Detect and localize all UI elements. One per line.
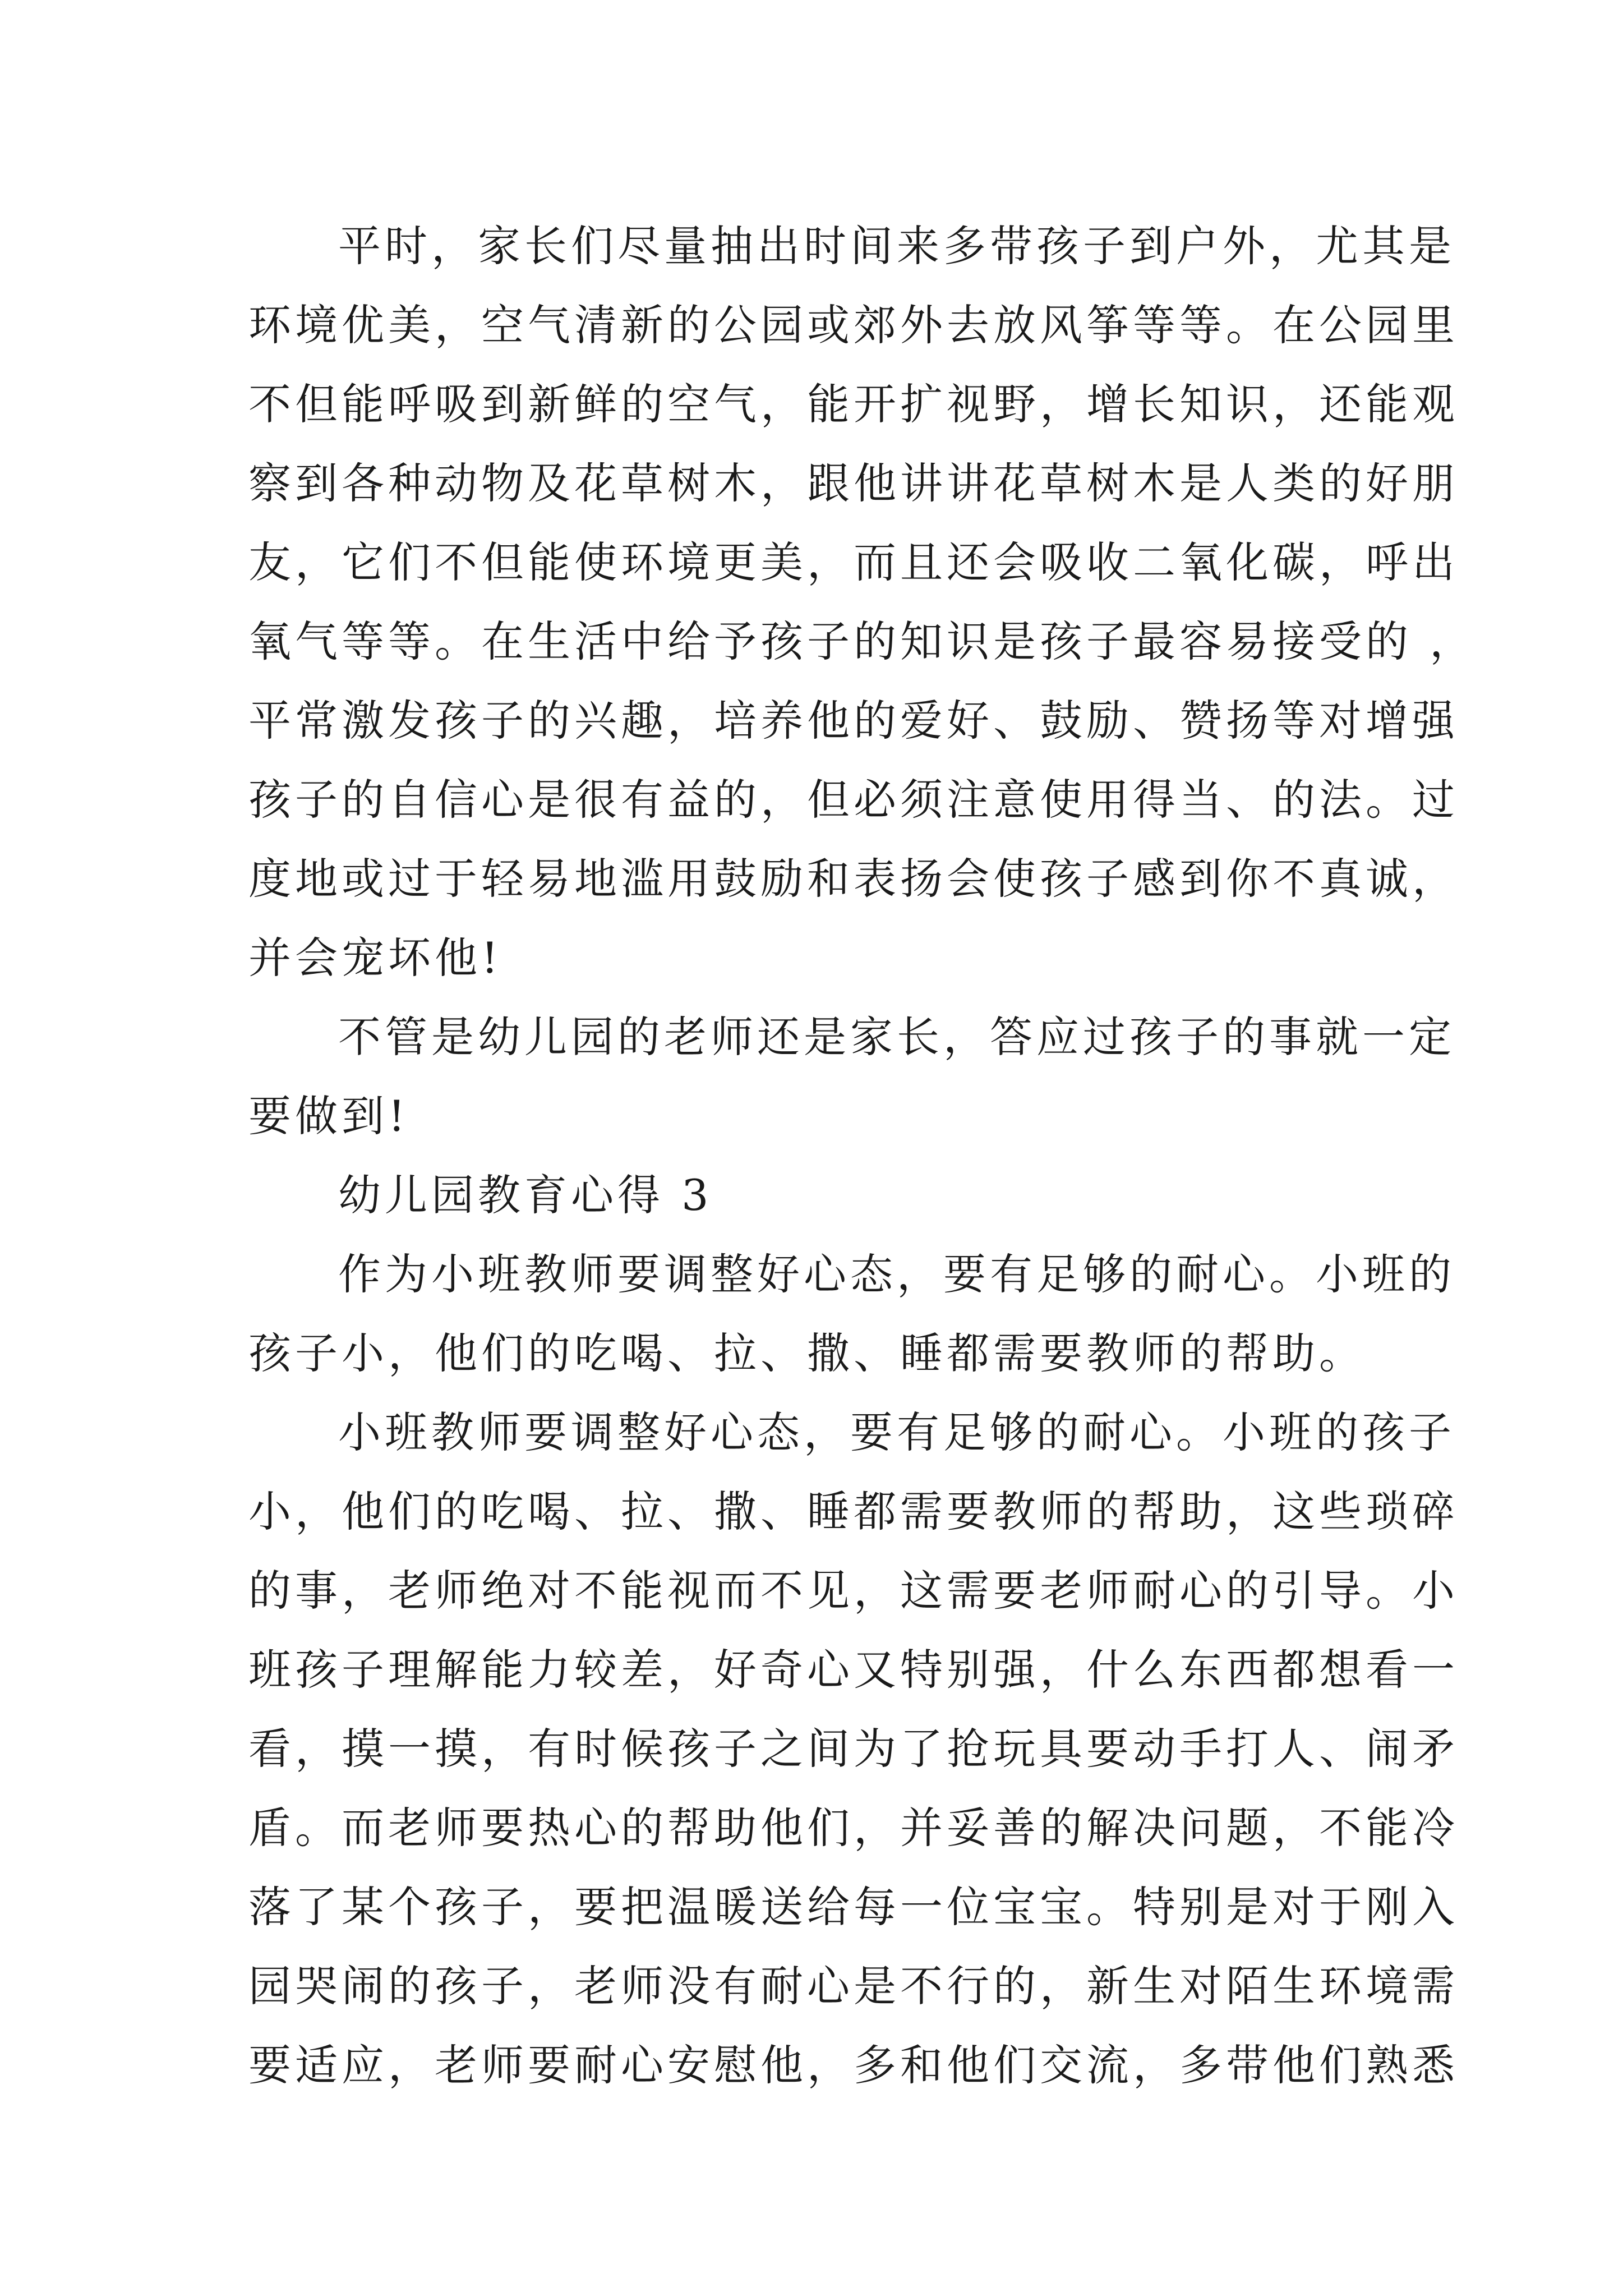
section-heading: 幼儿园教育心得 3	[338, 1170, 713, 1220]
paragraph-line: 看，摸一摸，有时候孩子之间为了抢玩具要动手打人、闹矛	[248, 1724, 1459, 1774]
paragraph-line: 班孩子理解能力较差，好奇心又特别强，什么东西都想看一	[248, 1645, 1459, 1695]
paragraph-line: 平时，家长们尽量抽出时间来多带孩子到户外，尤其是	[338, 221, 1455, 271]
paragraph-line: 度地或过于轻易地滥用鼓励和表扬会使孩子感到你不真诚，	[248, 854, 1459, 904]
paragraph-line: 环境优美，空气清新的公园或郊外去放风筝等等。在公园里	[248, 300, 1459, 350]
paragraph-line: 要适应，老师要耐心安慰他，多和他们交流，多带他们熟悉	[248, 2040, 1459, 2090]
paragraph-line: 小班教师要调整好心态，要有足够的耐心。小班的孩子	[338, 1407, 1455, 1457]
paragraph-line: 孩子的自信心是很有益的，但必须注意使用得当、的法。过	[248, 775, 1459, 825]
paragraph-line: 并会宠坏他!	[248, 933, 502, 983]
paragraph-line: 盾。而老师要热心的帮助他们，并妥善的解决问题，不能冷	[248, 1803, 1459, 1853]
paragraph-line: 要做到!	[248, 1091, 409, 1141]
document-body	[248, 206, 1477, 2105]
paragraph-line: 小，他们的吃喝、拉、撒、睡都需要教师的帮助，这些琐碎	[248, 1487, 1459, 1536]
paragraph-line: 友，它们不但能使环境更美，而且还会吸收二氧化碳，呼出	[248, 537, 1459, 587]
paragraph-line: 园哭闹的孩子，老师没有耐心是不行的，新生对陌生环境需	[248, 1961, 1459, 2011]
paragraph-line: 孩子小，他们的吃喝、拉、撒、睡都需要教师的帮助。	[248, 1328, 1366, 1378]
paragraph-line: 平常激发孩子的兴趣，培养他的爱好、鼓励、赞扬等对增强	[248, 696, 1459, 746]
paragraph-line: 氧气等等。在生活中给予孩子的知识是孩子最容易接受的 ，	[248, 616, 1477, 666]
paragraph-line: 不管是幼儿园的老师还是家长，答应过孩子的事就一定	[338, 1012, 1455, 1062]
paragraph-line: 落了某个孩子，要把温暖送给每一位宝宝。特别是对于刚入	[248, 1882, 1459, 1932]
paragraph-line: 的事，老师绝对不能视而不见，这需要老师耐心的引导。小	[248, 1566, 1459, 1616]
paragraph-line: 察到各种动物及花草树木，跟他讲讲花草树木是人类的好朋	[248, 458, 1459, 508]
paragraph-line: 不但能呼吸到新鲜的空气，能开扩视野，增长知识，还能观	[248, 379, 1459, 429]
paragraph-line: 作为小班教师要调整好心态，要有足够的耐心。小班的	[338, 1249, 1455, 1299]
